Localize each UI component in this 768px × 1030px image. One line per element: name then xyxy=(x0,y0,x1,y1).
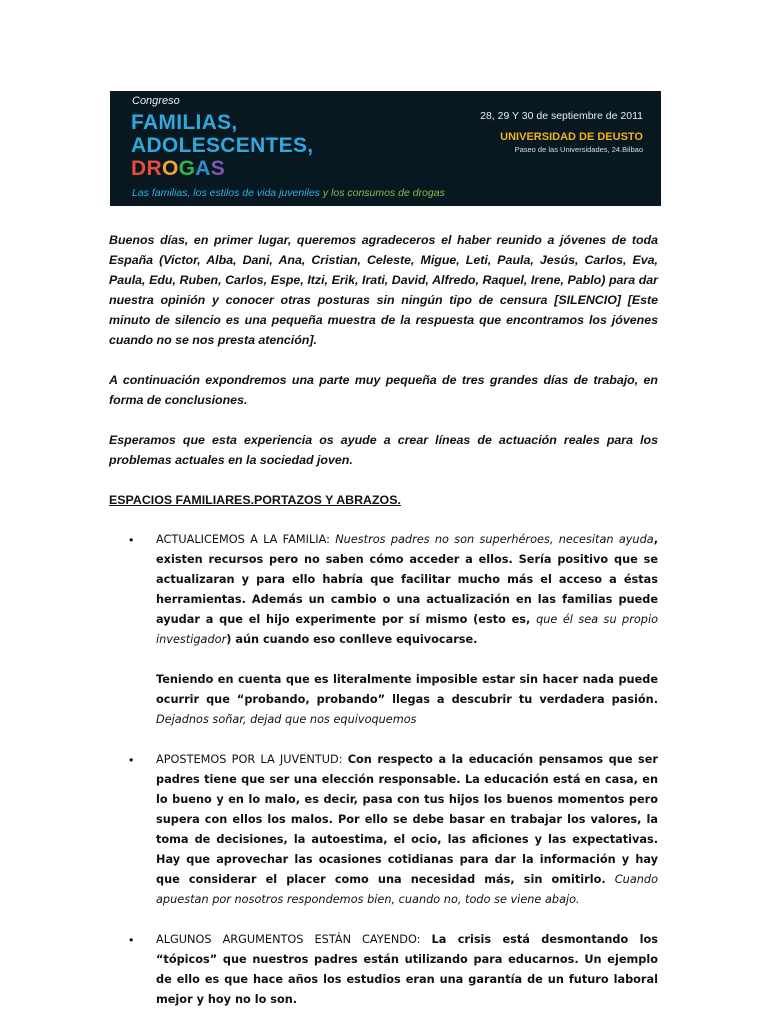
list-item xyxy=(109,530,658,730)
item-2-paragraph xyxy=(156,750,658,910)
item-1-italic-b: que él sea su propio investigador xyxy=(156,613,658,646)
item-1-paragraph-2 xyxy=(156,670,658,730)
item-1-text-a: , existen recursos pero no saben cómo acceder a ellos. Sería positivo que se actualizaran y para ello habría que facilitar mucho más el acceso a éstas herramientas. Además un cambio o una actualización en las familias puede ayudar a que el hijo experimente por sí mismo (esto es, xyxy=(156,533,658,626)
item-1-paragraph-1 xyxy=(156,530,658,650)
conclusions-list xyxy=(109,530,658,1010)
list-item xyxy=(109,750,658,910)
banner-subtitle xyxy=(132,187,445,199)
item-2-lead: APOSTEMOS POR LA JUVENTUD: xyxy=(156,753,348,766)
item-3-text-a: La crisis está desmontando los “tópicos” que nuestros padres están utilizando para educarnos. Un ejemplo de ello es que hace años los estudios eran una garantía de un futuro laboral mejor y hoy no lo son. xyxy=(156,933,658,1006)
bullet-icon: • xyxy=(129,753,134,767)
intro-paragraph-2: A continuación expondremos una parte muy pequeña de tres grandes días de trabajo, en forma de conclusiones. xyxy=(109,373,658,407)
item-2-italic-a: Cuando apuestan por nosotros respondemos bien, cuando no, todo se viene abajo. xyxy=(156,873,658,906)
banner-title-line1: FAMILIAS, xyxy=(131,111,238,134)
banner-address: Paseo de las Universidades, 24.Bilbao xyxy=(514,145,643,154)
item-3-lead: ALGUNOS ARGUMENTOS ESTÁN CAYENDO: xyxy=(156,933,432,946)
item-1-lead: ACTUALICEMOS A LA FAMILIA: xyxy=(156,533,336,546)
banner-subtitle-b: y los consumos de drogas xyxy=(319,187,445,199)
bullet-icon: • xyxy=(129,533,134,547)
item-3-paragraph xyxy=(156,930,658,1010)
banner-title-line3 xyxy=(131,157,225,181)
item-2-text-a: Con respecto a la educación pensamos que ser padres tiene que ser una elección responsable. La educación está en casa, en lo bueno y en lo malo, es decir, pasa con tus hijos los buenos momentos pero supera con ellos los malos. Por ello se debe basar en trabajar los valores, la toma de decisiones, la autoestima, el ocio, las aficiones y las expectativas. Hay que aprovechar las ocasiones cotidianas para dar la información y hay que considerar el placer como una necesidad más, sin omitirlo. xyxy=(156,753,658,886)
bullet-icon: • xyxy=(129,933,134,947)
banner-drogas-word: DROGAS xyxy=(131,157,225,180)
banner-congreso-label: Congreso xyxy=(132,95,180,107)
item-1-p2-text: Teniendo en cuenta que es literalmente imposible estar sin hacer nada puede ocurrir que “probando, probando” llegas a descubrir tu verdadera pasión. xyxy=(156,673,658,706)
item-1-italic-a: Nuestros padres no son superhéroes, necesitan ayuda xyxy=(335,533,654,546)
banner-dates: 28, 29 Y 30 de septiembre de 2011 xyxy=(480,110,643,122)
intro-paragraph-1: Buenos días, en primer lugar, queremos agradeceros el haber reunido a jóvenes de toda España (Victor, Alba, Dani, Ana, Cristian, Celeste, Migue, Leti, Paula, Jesús, Carlos, Eva, Paula, Edu, Ruben, Carlos, Espe, Itzi, Erik, Irati, David, Alfredo, Raquel, Irene, Pablo) para dar nuestra opinión y conocer otras posturas sin ningún tipo de censura [SILENCIO] [Este minuto de silencio es una pequeña muestra de la respuesta que encontramos los jóvenes cuando no se nos presta atención]. xyxy=(109,233,658,347)
item-1-p2-italic: Dejadnos soñar, dejad que nos equivoquemos xyxy=(156,713,417,726)
list-item xyxy=(109,930,658,1010)
document-body xyxy=(109,230,658,1030)
banner-subtitle-a: Las familias, los estilos de vida juveniles xyxy=(132,187,320,199)
banner-title-line2: ADOLESCENTES, xyxy=(131,134,314,157)
item-1-text-b: ) aún cuando eso conlleve equivocarse. xyxy=(226,633,478,646)
congress-banner xyxy=(110,91,661,206)
intro-paragraph-3: Esperamos que esta experiencia os ayude a crear líneas de actuación reales para los problemas actuales en la sociedad joven. xyxy=(109,433,658,467)
section-title: ESPACIOS FAMILIARES.PORTAZOS Y ABRAZOS. xyxy=(109,493,401,507)
banner-university: UNIVERSIDAD DE DEUSTO xyxy=(500,131,643,143)
